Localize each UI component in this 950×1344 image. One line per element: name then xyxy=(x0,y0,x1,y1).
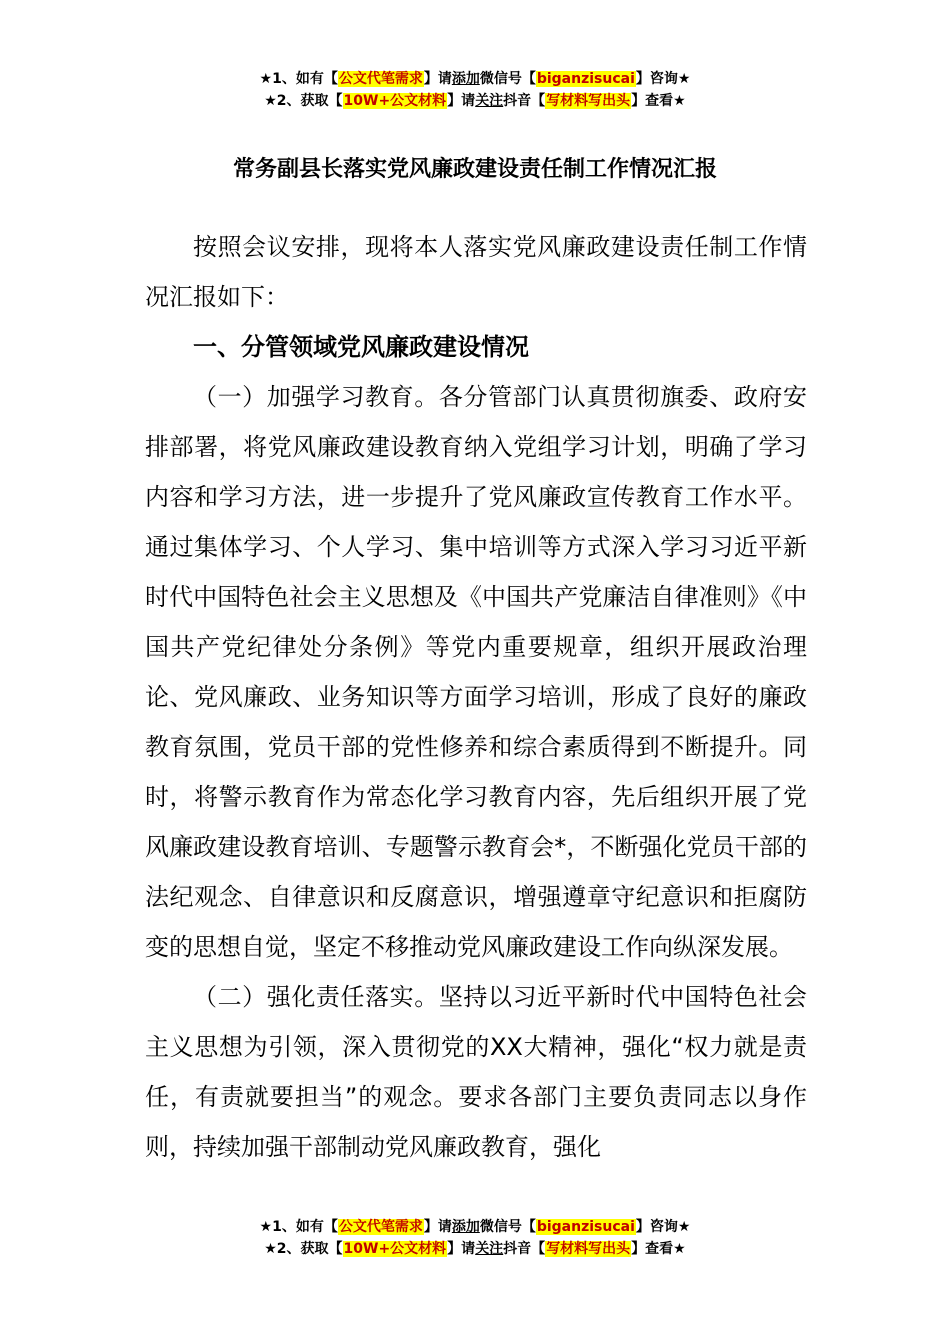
banner-text: 】请 xyxy=(423,71,452,87)
banner-text: 】查看★ xyxy=(631,1241,686,1257)
banner-text: 微信号【 xyxy=(479,1219,536,1235)
banner-text: ★1、如有【 xyxy=(259,1219,338,1235)
banner-highlight: 写材料写出头 xyxy=(546,93,631,109)
banner-text: 抖音【 xyxy=(503,1241,546,1257)
banner-line-2 xyxy=(0,1238,950,1260)
banner-text: ★2、获取【 xyxy=(264,93,343,109)
banner-underline: 添加 xyxy=(451,71,480,87)
banner-underline: 添加 xyxy=(451,1219,480,1235)
section-heading: 一、分管领域党风廉政建设情况 xyxy=(193,333,529,361)
paragraph-intro: 按照会议安排，现将本人落实党风廉政建设责任制工作情况汇报如下： xyxy=(145,233,807,311)
bottom-banner xyxy=(0,1216,950,1260)
banner-line-1 xyxy=(0,1216,950,1238)
banner-highlight: 10W+公文材料 xyxy=(343,1241,447,1257)
banner-line-1 xyxy=(0,68,950,90)
banner-highlight: 公文代笔需求 xyxy=(338,71,423,87)
banner-highlight: biganzisucai xyxy=(536,1219,635,1235)
paragraph: （一）加强学习教育。各分管部门认真贯彻旗委、政府安排部署，将党风廉政建设教育纳入党组学习计划，明确了学习内容和学习方法，进一步提升了党风廉政宣传教育工作水平。通过集体学习、个人学习、集中培训等方式深入学习习近平新时代中国特色社会主义思想及《中国共产党廉洁自律准则》《中国共产党纪律处分条例》等党内重要规章，组织开展政治理论、党风廉政、业务知识等方面学习培训，形成了良好的廉政教育氛围，党员干部的党性修养和综合素质得到不断提升。同时，将警示教育作为常态化学习教育内容，先后组织开展了党风廉政建设教育培训、专题警示教育会*，不断强化党员干部的法纪观念、自律意识和反腐意识，增强遵章守纪意识和拒腐防变的思想自觉，坚定不移推动党风廉政建设工作向纵深发展。 xyxy=(145,383,807,961)
banner-text: 】请 xyxy=(447,93,476,109)
banner-highlight: 写材料写出头 xyxy=(546,1241,631,1257)
banner-highlight: 10W+公文材料 xyxy=(343,93,447,109)
banner-line-2 xyxy=(0,90,950,112)
banner-text: ★2、获取【 xyxy=(264,1241,343,1257)
banner-text: 微信号【 xyxy=(479,71,536,87)
banner-underline: 关注 xyxy=(475,93,504,109)
banner-text: 】咨询★ xyxy=(635,71,691,87)
document-title: 常务副县长落实党风廉政建设责任制工作情况汇报 xyxy=(232,157,717,182)
banner-highlight: biganzisucai xyxy=(536,71,635,87)
banner-text: ★1、如有【 xyxy=(259,71,338,87)
banner-text: 】咨询★ xyxy=(635,1219,691,1235)
banner-text: 】请 xyxy=(447,1241,476,1257)
banner-text: 】请 xyxy=(423,1219,452,1235)
banner-underline: 关注 xyxy=(475,1241,504,1257)
banner-text: 抖音【 xyxy=(503,93,546,109)
banner-highlight: 公文代笔需求 xyxy=(338,1219,423,1235)
paragraph: （二）强化责任落实。坚持以习近平新时代中国特色社会主义思想为引领，深入贯彻党的XX大精神，强化“权力就是责任，有责就要担当”的观念。要求各部门主要负责同志以身作则，持续加强干部制动党风廉政教育，强化 xyxy=(145,983,807,1161)
document-body xyxy=(145,222,807,1172)
banner-text: 】查看★ xyxy=(631,93,686,109)
top-banner xyxy=(0,68,950,112)
